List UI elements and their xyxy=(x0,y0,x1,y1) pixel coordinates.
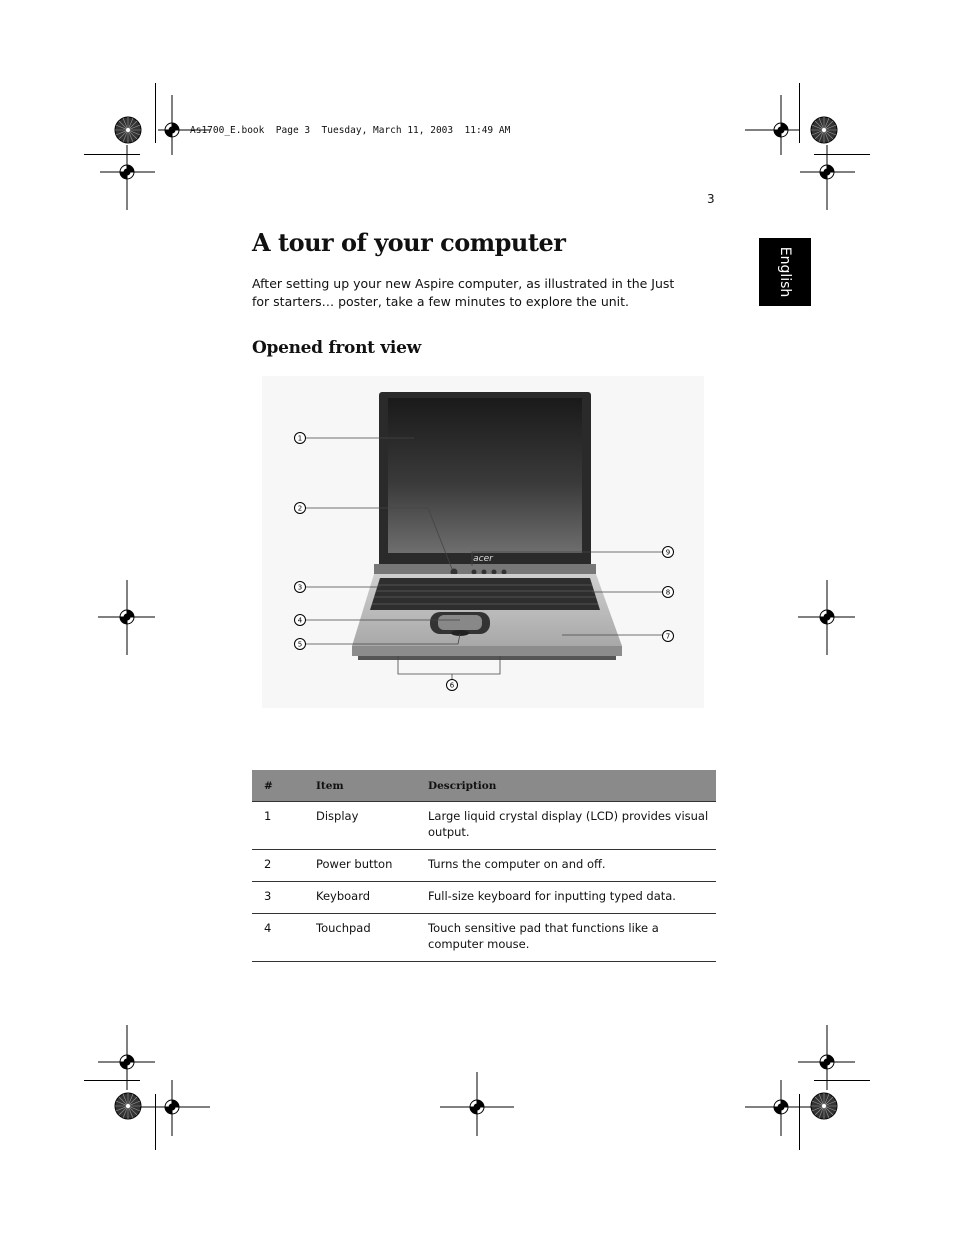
table-row xyxy=(252,850,716,882)
table-row xyxy=(252,882,716,914)
callout-9 xyxy=(663,547,674,558)
section-heading: Opened front view xyxy=(252,338,421,358)
row-description: Full-size keyboard for inputting typed data. xyxy=(416,882,716,914)
callout-1 xyxy=(295,433,306,444)
row-number: 2 xyxy=(252,850,304,882)
callout-2 xyxy=(295,503,306,514)
callout-5 xyxy=(295,639,306,650)
svg-text:3: 3 xyxy=(297,583,303,592)
row-description: Touch sensitive pad that functions like a computer mouse. xyxy=(416,914,716,962)
keyboard-shape xyxy=(370,578,600,610)
svg-text:8: 8 xyxy=(665,588,671,597)
header-number: # xyxy=(252,770,304,802)
svg-text:5: 5 xyxy=(297,640,303,649)
svg-text:6: 6 xyxy=(449,681,455,690)
header-item: Item xyxy=(304,770,416,802)
intro-paragraph: After setting up your new Aspire computer, as illustrated in the Just for starters… poster, take a few minutes to explore the unit. xyxy=(252,276,675,309)
page-title: A tour of your computer xyxy=(252,228,566,257)
svg-text:2: 2 xyxy=(297,504,303,513)
laptop-front-view-illustration xyxy=(262,376,704,708)
row-number: 4 xyxy=(252,914,304,962)
callout-7 xyxy=(663,631,674,642)
callout-8 xyxy=(663,587,674,598)
components-table xyxy=(252,770,716,962)
row-item: Keyboard xyxy=(304,882,416,914)
svg-text:9: 9 xyxy=(665,548,671,557)
page-number: 3 xyxy=(707,192,715,206)
callout-4 xyxy=(295,615,306,626)
svg-text:1: 1 xyxy=(297,434,303,443)
row-item: Display xyxy=(304,802,416,850)
callout-6 xyxy=(447,680,458,691)
language-tab xyxy=(759,238,811,306)
callout-3 xyxy=(295,582,306,593)
svg-text:7: 7 xyxy=(665,632,671,641)
brand-logo: acer xyxy=(473,554,493,564)
table-row xyxy=(252,802,716,850)
row-number: 1 xyxy=(252,802,304,850)
row-description: Large liquid crystal display (LCD) provides visual output. xyxy=(416,802,716,850)
svg-text:4: 4 xyxy=(297,616,303,625)
language-tab-label: English xyxy=(777,246,793,298)
row-description: Turns the computer on and off. xyxy=(416,850,716,882)
row-number: 3 xyxy=(252,882,304,914)
table-header-row xyxy=(252,770,716,802)
display-screen xyxy=(388,398,582,553)
row-item: Touchpad xyxy=(304,914,416,962)
book-slug-header: As1700_E.book Page 3 Tuesday, March 11, 2003 11:49 AM xyxy=(190,125,511,136)
header-description: Description xyxy=(416,770,716,802)
table-row xyxy=(252,914,716,962)
row-item: Power button xyxy=(304,850,416,882)
